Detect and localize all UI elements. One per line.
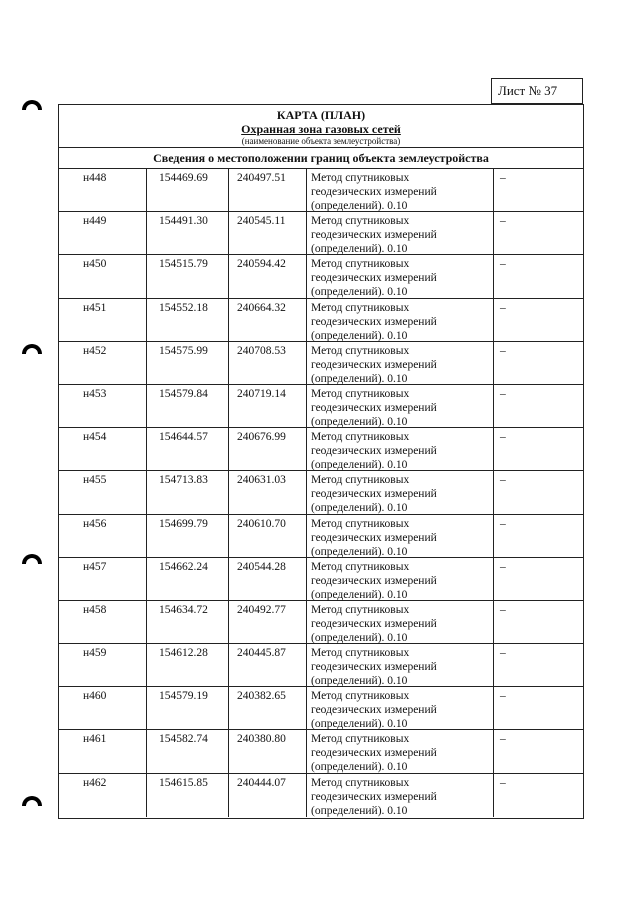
point-number: н451 bbox=[59, 299, 147, 341]
point-number: н448 bbox=[59, 169, 147, 211]
measurement-method bbox=[307, 255, 494, 297]
table-row bbox=[59, 428, 583, 471]
point-note: – bbox=[500, 647, 506, 660]
point-number: н462 bbox=[59, 774, 147, 817]
measurement-method bbox=[307, 299, 494, 341]
table-row bbox=[59, 774, 583, 817]
measurement-method bbox=[307, 774, 494, 817]
method-line: геодезических измерений bbox=[311, 186, 437, 198]
coordinate-x: 154713.83 bbox=[147, 471, 229, 513]
method-line: (определений). 0.10 bbox=[311, 545, 408, 558]
method-line: (определений). 0.10 bbox=[311, 459, 408, 472]
coordinate-y: 240594.42 bbox=[229, 255, 307, 297]
coordinate-y: 240545.11 bbox=[229, 212, 307, 254]
measurement-method bbox=[307, 385, 494, 427]
point-note: – bbox=[500, 603, 506, 616]
point-note: – bbox=[500, 172, 506, 184]
table-row bbox=[59, 730, 583, 773]
coordinate-y: 240544.28 bbox=[229, 558, 307, 600]
point-number: н450 bbox=[59, 255, 147, 297]
method-line: Метод спутниковых bbox=[311, 215, 410, 228]
section-title: Сведения о местоположении границ объекта землеустройства bbox=[59, 148, 583, 169]
coordinate-y: 240497.51 bbox=[229, 169, 307, 211]
method-line: (определений). 0.10 bbox=[311, 718, 408, 731]
method-line: Метод спутниковых bbox=[311, 517, 410, 530]
document-frame bbox=[58, 104, 584, 819]
method-line: Метод спутниковых bbox=[311, 690, 410, 703]
method-line: Метод спутниковых bbox=[311, 301, 410, 314]
coordinate-y: 240631.03 bbox=[229, 471, 307, 513]
point-note: – bbox=[500, 387, 506, 400]
binder-hole-mark bbox=[22, 554, 42, 564]
measurement-method bbox=[307, 601, 494, 643]
method-line: (определений). 0.10 bbox=[311, 286, 408, 299]
coordinate-x: 154634.72 bbox=[147, 601, 229, 643]
method-line: (определений). 0.10 bbox=[311, 502, 408, 515]
point-number: н449 bbox=[59, 212, 147, 254]
method-line: геодезических измерений bbox=[311, 704, 437, 717]
measurement-method bbox=[307, 212, 494, 254]
point-note: – bbox=[500, 215, 506, 228]
coordinate-y: 240664.32 bbox=[229, 299, 307, 341]
measurement-method bbox=[307, 471, 494, 513]
method-line: Метод спутниковых bbox=[311, 603, 410, 616]
point-number: н457 bbox=[59, 558, 147, 600]
method-line: геодезических измерений bbox=[311, 272, 437, 285]
method-line: геодезических измерений bbox=[311, 488, 437, 501]
coordinate-x: 154582.74 bbox=[147, 730, 229, 772]
coordinate-x: 154515.79 bbox=[147, 255, 229, 297]
coordinate-y: 240492.77 bbox=[229, 601, 307, 643]
measurement-method bbox=[307, 730, 494, 772]
method-line: (определений). 0.10 bbox=[311, 631, 408, 644]
point-number: н455 bbox=[59, 471, 147, 513]
method-line: геодезических измерений bbox=[311, 531, 437, 544]
method-line: геодезических измерений bbox=[311, 790, 437, 803]
binder-hole-mark bbox=[22, 796, 42, 806]
table-row bbox=[59, 644, 583, 687]
method-line: геодезических измерений bbox=[311, 358, 437, 371]
sheet-number: Лист № 37 bbox=[491, 78, 583, 104]
table-row bbox=[59, 471, 583, 514]
table-row bbox=[59, 299, 583, 342]
binder-hole-mark bbox=[22, 100, 42, 110]
coordinate-y: 240445.87 bbox=[229, 644, 307, 686]
measurement-method bbox=[307, 342, 494, 384]
coordinate-x: 154579.19 bbox=[147, 687, 229, 729]
method-line: геодезических измерений bbox=[311, 401, 437, 414]
object-name: Охранная зона газовых сетей bbox=[241, 122, 401, 136]
table-row bbox=[59, 169, 583, 212]
point-number: н456 bbox=[59, 515, 147, 557]
method-line: (определений). 0.10 bbox=[311, 761, 408, 774]
point-note: – bbox=[500, 733, 506, 746]
method-line: (определений). 0.10 bbox=[311, 372, 408, 385]
point-note: – bbox=[500, 690, 506, 703]
table-row bbox=[59, 601, 583, 644]
point-note: – bbox=[500, 431, 506, 444]
binder-hole-mark bbox=[22, 344, 42, 354]
point-note: – bbox=[500, 517, 506, 530]
method-line: Метод спутниковых bbox=[311, 647, 410, 660]
table-row bbox=[59, 342, 583, 385]
coordinate-x: 154469.69 bbox=[147, 169, 229, 211]
method-line: геодезических измерений bbox=[311, 661, 437, 674]
point-number: н461 bbox=[59, 730, 147, 772]
method-line: Метод спутниковых bbox=[311, 344, 410, 357]
measurement-method bbox=[307, 644, 494, 686]
method-line: геодезических измерений bbox=[311, 445, 437, 458]
point-number: н460 bbox=[59, 687, 147, 729]
method-line: Метод спутниковых bbox=[311, 387, 410, 400]
point-number: н453 bbox=[59, 385, 147, 427]
table-row bbox=[59, 385, 583, 428]
method-line: геодезических измерений bbox=[311, 229, 437, 242]
method-line: Метод спутниковых bbox=[311, 172, 410, 184]
coordinate-x: 154644.57 bbox=[147, 428, 229, 470]
point-note: – bbox=[500, 301, 506, 314]
table-row bbox=[59, 515, 583, 558]
coordinate-y: 240382.65 bbox=[229, 687, 307, 729]
point-note: – bbox=[500, 258, 506, 271]
table-row bbox=[59, 687, 583, 730]
coordinate-x: 154699.79 bbox=[147, 515, 229, 557]
method-line: (определений). 0.10 bbox=[311, 588, 408, 601]
coordinate-y: 240380.80 bbox=[229, 730, 307, 772]
coordinate-x: 154662.24 bbox=[147, 558, 229, 600]
measurement-method bbox=[307, 515, 494, 557]
point-number: н458 bbox=[59, 601, 147, 643]
map-title: КАРТА (ПЛАН) bbox=[276, 108, 366, 122]
point-note: – bbox=[500, 344, 506, 357]
map-header bbox=[59, 105, 583, 148]
method-line: Метод спутниковых bbox=[311, 560, 410, 573]
method-line: (определений). 0.10 bbox=[311, 329, 408, 342]
measurement-method bbox=[307, 169, 494, 211]
method-line: геодезических измерений bbox=[311, 617, 437, 630]
point-note: – bbox=[500, 474, 506, 487]
method-line: Метод спутниковых bbox=[311, 258, 410, 271]
method-line: Метод спутниковых bbox=[311, 776, 410, 789]
measurement-method bbox=[307, 687, 494, 729]
point-number: н454 bbox=[59, 428, 147, 470]
method-line: геодезических измерений bbox=[311, 574, 437, 587]
table-row bbox=[59, 558, 583, 601]
coordinate-x: 154575.99 bbox=[147, 342, 229, 384]
coordinates-table bbox=[59, 169, 583, 818]
method-line: (определений). 0.10 bbox=[311, 415, 408, 428]
coordinate-x: 154491.30 bbox=[147, 212, 229, 254]
method-line: Метод спутниковых bbox=[311, 733, 410, 746]
coordinate-y: 240719.14 bbox=[229, 385, 307, 427]
coordinate-x: 154552.18 bbox=[147, 299, 229, 341]
point-note: – bbox=[500, 776, 506, 789]
point-number: н452 bbox=[59, 342, 147, 384]
method-line: Метод спутниковых bbox=[311, 474, 410, 487]
coordinate-y: 240444.07 bbox=[229, 774, 307, 817]
coordinate-y: 240676.99 bbox=[229, 428, 307, 470]
point-number: н459 bbox=[59, 644, 147, 686]
method-line: (определений). 0.10 bbox=[311, 200, 408, 212]
coordinate-x: 154615.85 bbox=[147, 774, 229, 817]
method-line: (определений). 0.10 bbox=[311, 675, 408, 688]
method-line: (определений). 0.10 bbox=[311, 804, 408, 817]
coordinate-x: 154579.84 bbox=[147, 385, 229, 427]
coordinate-y: 240610.70 bbox=[229, 515, 307, 557]
method-line: геодезических измерений bbox=[311, 315, 437, 328]
point-note: – bbox=[500, 560, 506, 573]
table-row bbox=[59, 212, 583, 255]
method-line: геодезических измерений bbox=[311, 747, 437, 760]
object-name-caption: (наименование объекта землеустройства) bbox=[241, 136, 401, 146]
measurement-method bbox=[307, 428, 494, 470]
method-line: (определений). 0.10 bbox=[311, 243, 408, 256]
table-row bbox=[59, 255, 583, 298]
method-line: Метод спутниковых bbox=[311, 431, 410, 444]
coordinate-x: 154612.28 bbox=[147, 644, 229, 686]
coordinate-y: 240708.53 bbox=[229, 342, 307, 384]
measurement-method bbox=[307, 558, 494, 600]
